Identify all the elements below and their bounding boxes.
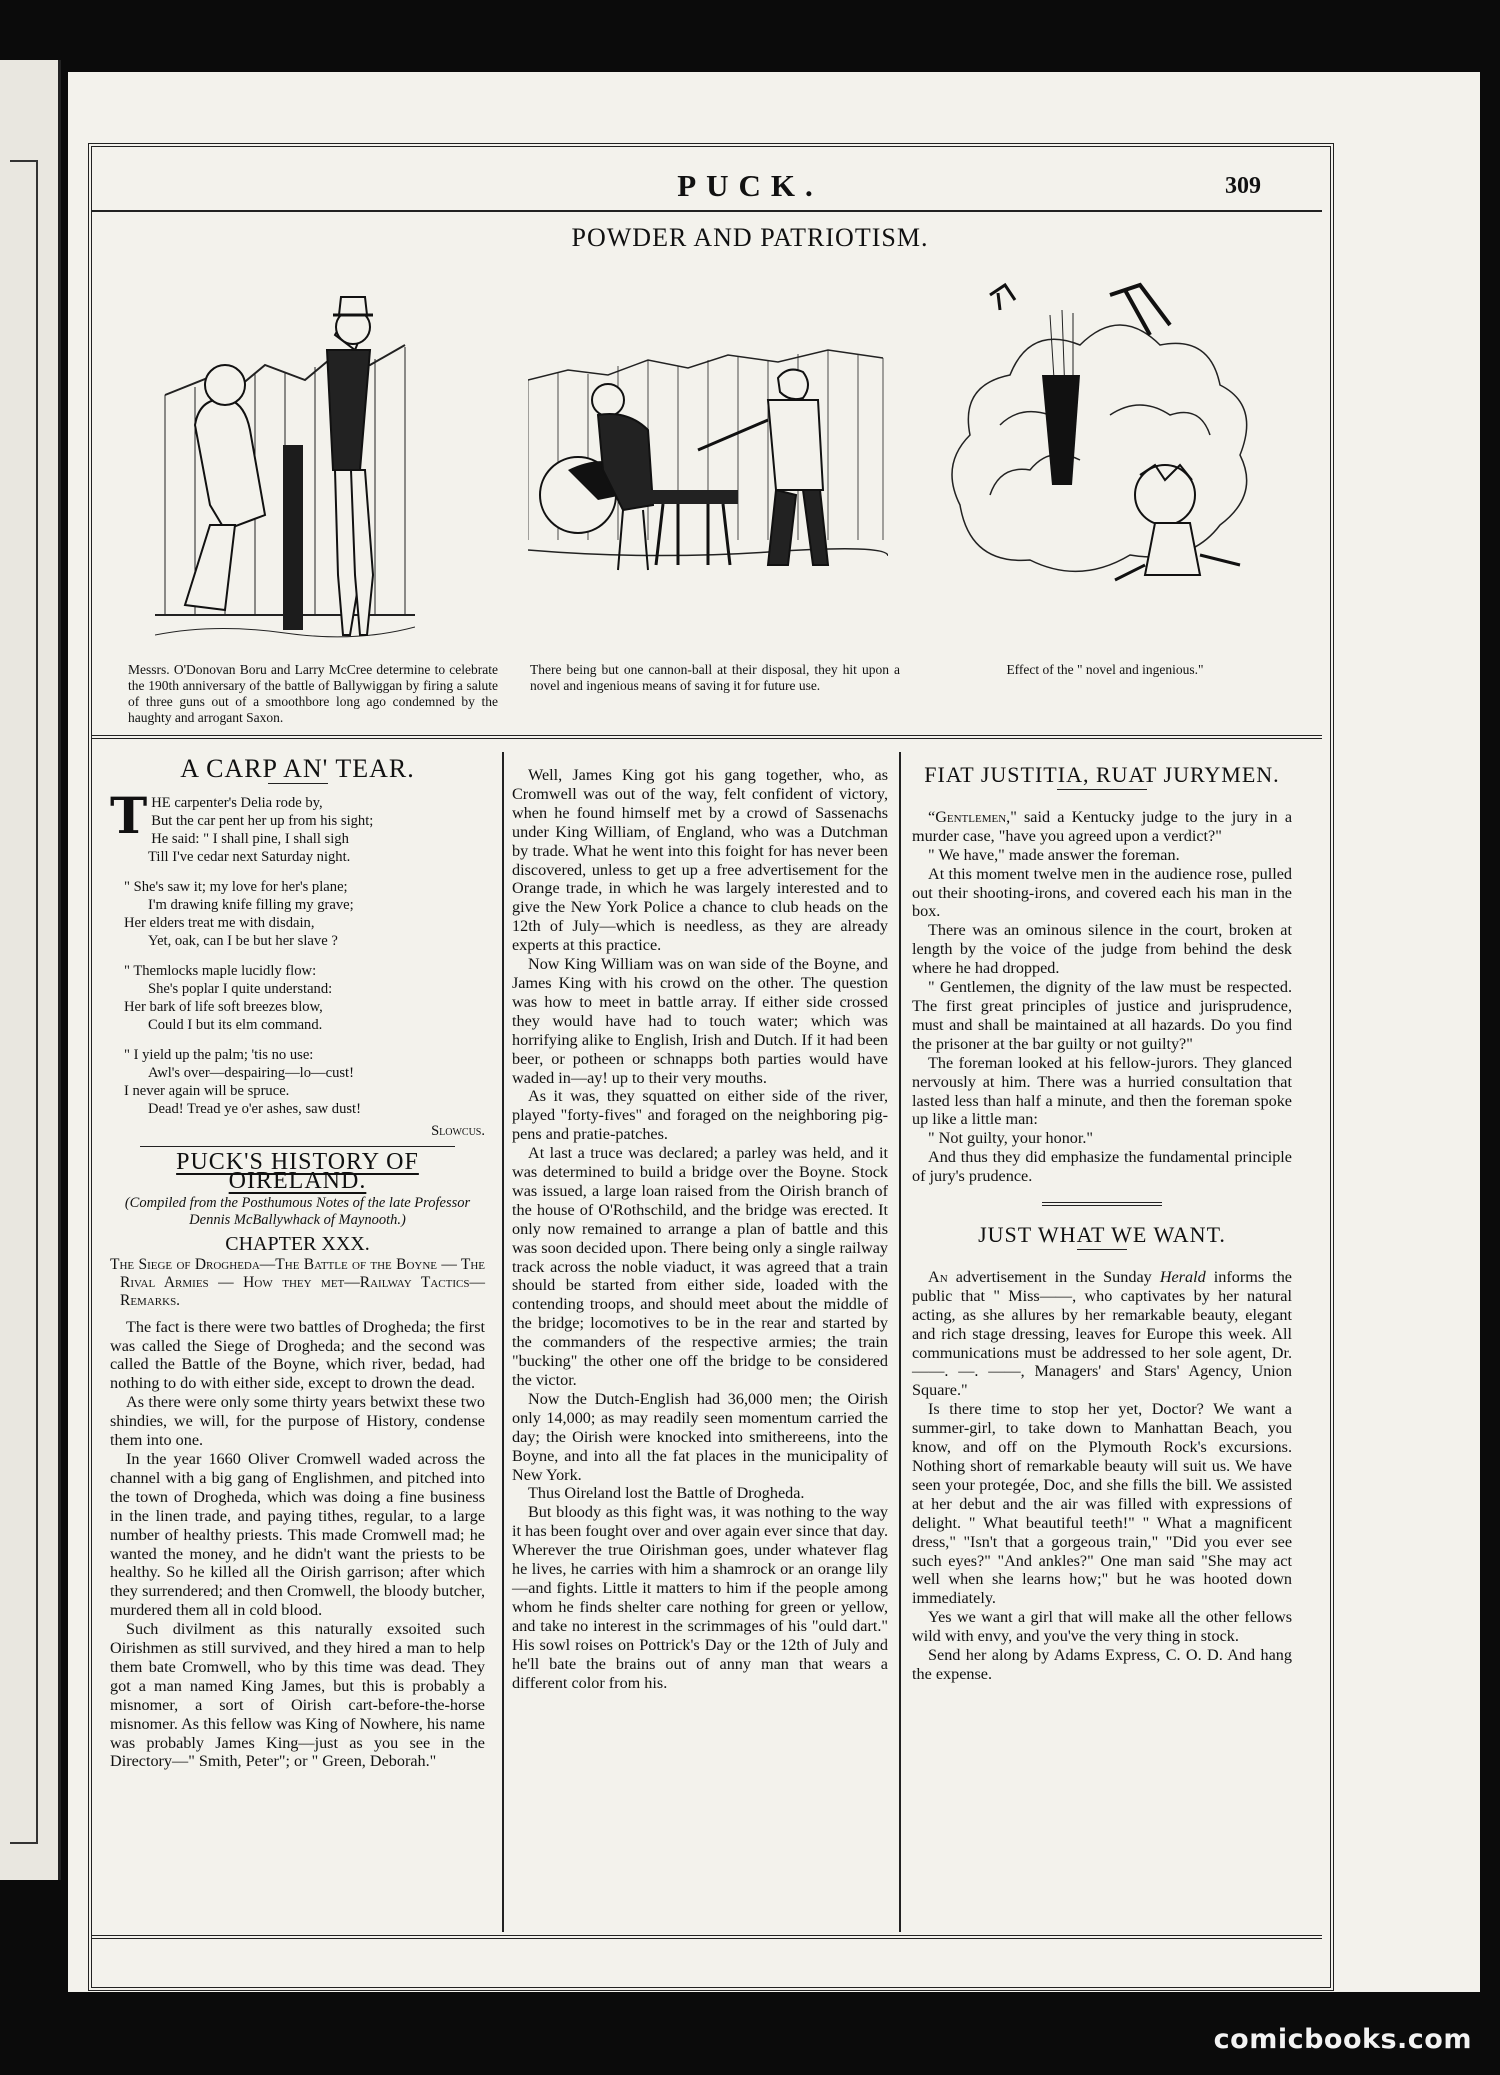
column-1 xyxy=(110,756,485,1771)
article-title-want: JUST WHAT WE WANT. xyxy=(978,1222,1226,1248)
cartoon-panel-2 xyxy=(528,340,888,580)
paragraph: There was an ominous silence in the court, broken at length by the voice of the judge from behind the desk where he had dropped. xyxy=(912,921,1292,978)
history-title: PUCK'S HISTORY OF OIRELAND. xyxy=(176,1148,419,1194)
drop-cap: T xyxy=(110,785,148,845)
poem-line: He said: " I shall pine, I shall sigh xyxy=(151,830,349,847)
article-title-fiat: FIAT JUSTITIA, RUAT JURYMEN. xyxy=(924,762,1280,787)
paragraph: Is there time to stop her yet, Doctor? We want a summer-girl, to take down to Manhattan Beach, you know, and off on the Plymouth Rock's excursions. Nothing short of remarkable beauty will suit us. We have seen your protegée, Doc, and she fills the bill. We assisted at her debut and the air was filled with expressions of delight. " What beautiful teeth!" " What a magnificent dress," "Isn't that a gorgeous train," "Did you ever see such eyes?" "And ankles?" One man said "She may act well when she learns how;" but he was hooted down immediately. xyxy=(912,1400,1292,1608)
poem-line: I never again will be spruce. xyxy=(124,1082,290,1099)
lead-text: advertisement in the Sunday xyxy=(947,1267,1160,1286)
poem-line: Awl's over—despairing—lo—cust! xyxy=(148,1064,354,1081)
lead-text: " said a Kentucky judge to the jury in a murder case, "have you agreed upon a verdict?" xyxy=(912,807,1292,845)
newspaper-name: Herald xyxy=(1159,1267,1206,1286)
poem-line: Yet, oak, can I be but her slave ? xyxy=(148,932,338,949)
paragraph: The fact is there were two battles of Drogheda; the first was called the Siege of Drogheda; and the second was called the Battle of the Boyne, which river, bedad, had nothing to do with either side, except to drown the dead. xyxy=(110,1317,485,1393)
paragraph: But bloody as this fight was, it was nothing to the way it has been fought over and over again ever since that day. Wherever the true Oirishman goes, under whatever flag he lives, he carries with him a shamrock or an orange lily—and fights. Little it matters to him if the people among whom he finds shelter care nothing for green or yellow, and take no interest in the scrimmages of his "ould dart." His sowl roises on Pottrick's Day or the 12th of July and he'll bate the brains out of anny man that wears a different color from his. xyxy=(512,1503,888,1692)
poem-stanza xyxy=(110,785,485,866)
column-2 xyxy=(512,766,888,1692)
paragraph: As it was, they squatted on either side of the river, played "forty-fives" and foraged on the neighboring pig-pens and pratie-patches. xyxy=(512,1087,888,1144)
poem-line: HE carpenter's Delia rode by, xyxy=(151,794,323,811)
poem-line: But the car pent her up from his sight; xyxy=(151,812,374,829)
article-divider xyxy=(1042,1202,1162,1206)
poem-line: Her bark of life soft breezes blow, xyxy=(124,998,323,1015)
paragraph: At last a truce was declared; a parley was held, and it was determined to build a bridge over the Boyne. Stock was issued, a large loan raised from the Oirish branch of the house of O'Rothschild, and the bridge was erected. It only now remained to arrange a plan of battle and this was soon decided upon. There being only a single railway track across the noble viaduct, it was agreed that a train should be started from either side, loaded with the contending troops, and should meet about the middle of the bridge; locomotives to be in the rear and started by the commanders of the respective armies; the train "bucking" the other one off the bridge to be considered the victor. xyxy=(512,1144,888,1389)
lead-small-caps: An xyxy=(928,1267,948,1286)
paragraph: And thus they did emphasize the fundamental principle of jury's prudence. xyxy=(912,1148,1292,1186)
rule xyxy=(140,1146,455,1147)
masthead-rule xyxy=(92,210,1322,212)
paragraph xyxy=(912,1268,1292,1400)
masthead-title: PUCK. xyxy=(677,168,823,203)
poem-line: Could I but its elm command. xyxy=(148,1016,323,1033)
lead-small-caps: Gentlemen, xyxy=(935,807,1011,826)
poem-line: " Themlocks maple lucidly flow: xyxy=(124,962,317,979)
poem-title: A CARP AN' TEAR. xyxy=(180,754,415,783)
page-number: 309 xyxy=(1225,173,1261,199)
paragraph: The foreman looked at his fellow-jurors. They glanced nervously at him. There was a hurried consultation that lasted less than half a minute, and then the foreman spoke up like a little man: xyxy=(912,1053,1292,1129)
lead-text: informs the public that " Miss——, who captivates by her natural acting, as she allures by her remarkable beauty, elegant and rich stage dressing, leaves for Europe this week. All communications must be addressed to her sole agent, Dr. ——. —. ——, Managers' and Stars' Agency, Union Square." xyxy=(912,1267,1292,1400)
adjacent-page-edge xyxy=(0,60,61,1880)
history-subtitle: (Compiled from the Posthumous Notes of the late Professor Dennis McBallywhack of Maynooth.) xyxy=(124,1194,471,1228)
cartoon-caption-2: There being but one cannon-ball at their disposal, they hit upon a novel and ingenious means of saving it for future use. xyxy=(530,662,900,693)
cartoon-caption-1: Messrs. O'Donovan Boru and Larry McCree determine to celebrate the 190th anniversary of the battle of Ballywiggan by firing a salute of three guns out of a smoothbore long ago condemned by the haughty and arrogant Saxon. xyxy=(128,662,498,725)
paragraph: " We have," made answer the foreman. xyxy=(928,845,1180,864)
cartoon-panel-1 xyxy=(155,255,415,655)
poem-title-rule xyxy=(268,783,328,784)
poem-stanza xyxy=(110,878,485,950)
poem-line: Till I've cedar next Saturday night. xyxy=(148,848,351,865)
paragraph: Send her along by Adams Express, C. O. D. And hang the expense. xyxy=(912,1646,1292,1683)
poem-line: Dead! Tread ye o'er ashes, saw dust! xyxy=(148,1100,361,1117)
cartoon-panel-3 xyxy=(940,265,1270,595)
poem-line: Her elders treat me with disdain, xyxy=(124,914,315,931)
paragraph: As there were only some thirty years betwixt these two shindies, we will, for the purpose of History, condense them into one. xyxy=(110,1393,485,1450)
title-rule xyxy=(1077,1249,1127,1250)
paragraph: " Not guilty, your honor." xyxy=(928,1129,1094,1148)
paragraph: Such divilment as this naturally exsoited such Oirishmen as still survived, and they hired a man to help them bate Cromwell, who by this time was dead. They got a man named King James, but this is probably a misnomer, a sort of Oirish cart-before-the-horse misnomer. As this fellow was King of Nowhere, his name was probably James King—just as you see in the Directory—" Smith, Peter"; or " Green, Deborah." xyxy=(110,1620,485,1771)
paragraph: Thus Oireland lost the Battle of Drogheda. xyxy=(528,1484,805,1503)
poem-line: I'm drawing knife filling my grave; xyxy=(148,896,354,913)
chapter-heading: CHAPTER XXX. xyxy=(225,1232,370,1255)
column-rule-2 xyxy=(899,752,901,1932)
poem-line: " She's saw it; my love for her's plane; xyxy=(124,878,348,895)
paragraph: Yes we want a girl that will make all the other fellows wild with envy, and you've the very thing in stock. xyxy=(912,1608,1292,1646)
cartoon-caption-3: Effect of the " novel and ingenious." xyxy=(1006,662,1204,677)
poem-line: She's poplar I quite understand: xyxy=(148,980,333,997)
poem-stanza xyxy=(110,962,485,1034)
column-3 xyxy=(912,762,1292,1684)
paragraph: Now the Dutch-English had 36,000 men; the Oirish only 14,000; as may readily seen momentum carried the day; the Oirish were knocked into smithereens, into the Boyne, and into all the fat places in the municipality of New York. xyxy=(512,1389,888,1484)
footer-rule xyxy=(92,1935,1322,1939)
cartoon-title: POWDER AND PATRIOTISM. xyxy=(571,223,929,252)
column-rule-1 xyxy=(502,752,504,1932)
paragraph: Well, James King got his gang together, who, as Cromwell was out of the way, felt confident of victory, when he found himself met by a crowd of Sassenachs under King William, of England, who was a Dutchman by trade. What he went into this foight for has never been discovered, unless to get up a free advertisement for the Orange trade, in which he was largely interested and to give the New York Police a chance to club heads on the 12th of July—which is needless, as they are already experts at this practice. xyxy=(512,766,888,955)
paragraph: In the year 1660 Oliver Cromwell waded across the channel with a big gang of Englishmen, and pitched into the town of Drogheda, which was doing a fine business in the linen trade, and paying tithes, regular, to a large number of healthy priests. This made Cromwell mad; he wanted the money, and he didn't want the priests to be healthy. So he killed all the Oirish garrison; after which they surrendered; and then Cromwell, the bloody butcher, murdered them all in cold blood. xyxy=(110,1449,485,1620)
poem xyxy=(110,785,485,1140)
paragraph: " Gentlemen, the dignity of the law must be respected. The first great principles of justice and jurisprudence, must and shall be maintained at all hazards. Do you find the prisoner at the bar guilty or not guilty?" xyxy=(912,978,1292,1053)
paragraph: Now King William was on wan side of the Boyne, and James King with his crowd on the other. The question was how to meet in battle array. If either side crossed they would have had to touch water; which was horrifying alike to English, Irish and Dutch. If it had been beer, or potheen or schnapps both parties would have waded in—ay! up to their very mouths. xyxy=(512,955,888,1087)
paragraph: “Gentlemen," said a Kentucky judge to the jury in a murder case, "have you agreed upon a verdict?" xyxy=(912,807,1292,845)
poem-line: " I yield up the palm; 'tis no use: xyxy=(124,1046,314,1063)
watermark: comicbooks.com xyxy=(1213,2024,1472,2055)
poem-signature: Slowcus. xyxy=(431,1122,485,1139)
chapter-summary: The Siege of Drogheda—The Battle of the Boyne — The Rival Armies — How they met—Railway Tactics—Remarks. xyxy=(110,1255,485,1309)
title-rule xyxy=(1057,789,1147,790)
paragraph: At this moment twelve men in the audience rose, pulled out their shooting-irons, and covered each his man in the box. xyxy=(912,864,1292,921)
section-divider xyxy=(92,735,1322,739)
poem-stanza xyxy=(110,1046,485,1118)
